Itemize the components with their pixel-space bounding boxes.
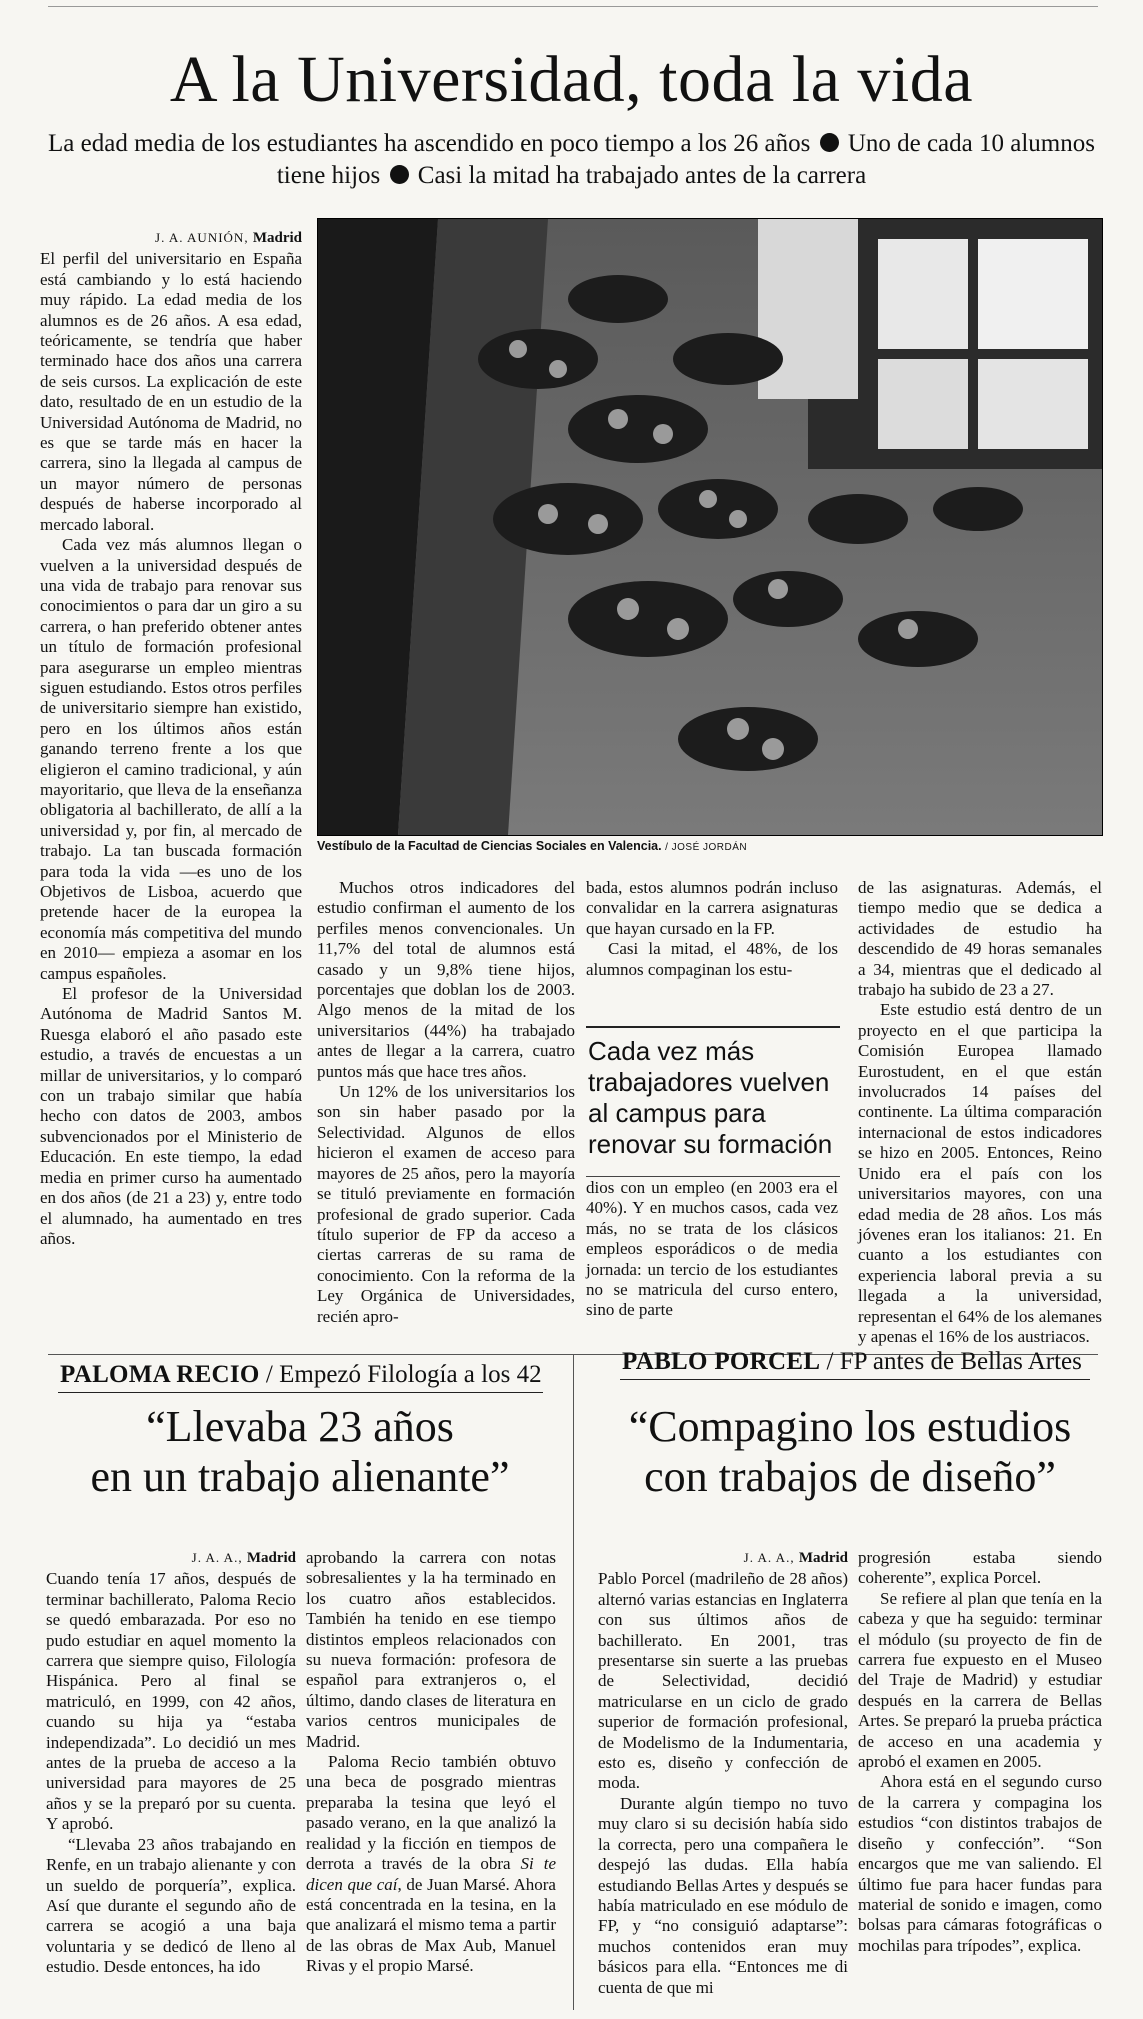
article-column-3-bottom [586,1178,838,1321]
photo-university-hall [317,218,1103,836]
byline-author: J. A. A., [743,1550,795,1565]
subhead-point-2: Uno de cada 10 alumnos tiene hijos [276,130,1095,189]
profile-name: PABLO PORCEL [622,1348,821,1375]
article-column-3-top [586,878,838,980]
profile-quote-right [590,1402,1110,1502]
subhead-point-1: La edad media de los estudiantes ha ascendido en poco tiempo a los 26 años [48,130,811,157]
profile-kicker-left [60,1360,542,1390]
article-column-2 [317,878,575,1327]
headline: A la Universidad, toda la vida [169,43,974,116]
paragraph: Casi la mitad, el 48%, de los alumnos compaginan los estu- [586,939,838,979]
paragraph: El perfil del universitario en España está cambiando y lo está haciendo muy rápido. La edad media de los alumnos es de 26 años. A esa edad, teóricamente, se tendría que haber terminado hace dos años una carrera de seis cursos. La explicación de este dato, resultado de en un estudio de la Universidad Autónoma de Madrid, no es que se tarde más en hacer la carrera, sino la llegada al campus de un mayor número de personas después de haberse incorporado al mercado laboral. [40,249,302,534]
paragraph: Durante algún tiempo no tuvo muy claro si su decisión había sido la correcta, pero una compañera le despejó las dudas. Ella había estudiando Bellas Artes y después se había matriculado en ese módulo de FP, y “no consiguió adaptarse”: muchos contenidos eran muy básicos para ella. “Entonces me di cuenta de que mi [598,1793,848,1997]
profile-name: PALOMA RECIO [60,1361,260,1388]
paragraph: Se refiere al plan que tenía en la cabeza y que ha seguido: terminar el módulo (su proyecto de fin de carrera fue expuesto en el Museo del Traje de Madrid) y estudiar después en la carrera de Bellas Artes. Se preparó la prueba práctica de acceso en una academia y aprobó el examen en 2005. [858,1588,1102,1772]
paragraph [306,1752,556,1976]
paragraph: Cuando tenía 17 años, después de terminar bachillerato, Paloma Recio se quedó embarazada. Por eso no pudo estudiar en aquel momento la carrera que siempre quiso, Filología Hispánica. Pero al final se matriculó, en 1999, con 42 años, cuando su hija ya “estaba independizada”. Lo decidió un mes antes de la prueba de acceso a la universidad para mayores de 25 años y se la preparó por su cuenta. Y aprobó. [46,1569,296,1834]
quote-line: con trabajos de diseño” [644,1452,1056,1501]
photo-credit: / JOSÉ JORDÁN [665,842,748,853]
caption-text: Vestíbulo de la Facultad de Ciencias Sociales en Valencia. [317,839,662,853]
paragraph: Muchos otros indicadores del estudio confirman el aumento de los perfiles menos convencionales. Un 11,7% del total de alumnos está casado y un 9,8% tiene hijos, porcentajes que doblan los de 2003. Algo menos de la mitad de los universitarios (44%) ha trabajado antes de llegar a la carrera, cuatro puntos más que hace tres años. [317,878,575,1081]
paragraph: Este estudio está dentro de un proyecto en el que participa la Comisión Europea llamado Eurostudent, en el que están involucrados 14 países del continente. La última comparación internacional de estos indicadores se hizo en 2005. Entonces, Reino Unido era el país con los universitarios mayores, con una edad media de 28 años. Los más jóvenes eran los italianos: 21. En cuanto a los estudiantes con experiencia laboral previa a su llegada a la universidad, representan el 64% de los alemanes y apenas el 16% de los austriacos. [858,1000,1102,1346]
profile-kicker-right [622,1347,1082,1377]
pull-quote: Cada vez más trabajadores vuelven al campus para renovar su formación [586,1026,840,1177]
book-title: Si te dicen que caí [306,1854,556,1894]
article-column-1 [40,228,302,1249]
paragraph: Ahora está en el segundo curso de la carrera y compagina los estudios “con distintos trabajos de diseño y confección”. “Son encargos que me van saliendo. El último fue para hacer fundas para material de sonido e imagen, como bolsas para cámaras fotográficas o mochilas para trípodes”, explica. [858,1772,1102,1955]
quote-line: “Compagino los estudios [628,1402,1072,1451]
paragraph: Pablo Porcel (madrileño de 28 años) alternó varias estancias en Inglaterra con sus últimos años de bachillerato. En 2001, tras presentarse sin suerte a las pruebas de Selectividad, decidió matricularse en un ciclo de grado superior de formación profesional, de Modelismo de la Indumentaria, esto es, diseño y confección de moda. [598,1569,848,1793]
photo-caption [317,838,1101,856]
text-run: Paloma Recio también obtuvo una beca de posgrado mientras preparaba la tesina que leyó el pasado verano, en la que analizó la realidad y la ficción en tiempos de derrota a través de la obra [306,1752,556,1874]
paragraph: de las asignaturas. Además, el tiempo medio que se dedica a actividades de estudio ha descendido de 49 horas semanales a 34, mientras que el dedicado al trabajo ha subido de 23 a 27. [858,878,1102,1000]
paragraph: El profesor de la Universidad Autónoma de Madrid Santos M. Ruesga elaboró el año pasado este estudio, a través de encuestas a un millar de universitarios, y lo comparó con un trabajo similar que había hecho con datos de 2003, ambos subvencionados por el Ministerio de Educación. En este tiempo, la edad media en primer curso ha aumentado en dos años (de 21 a 23) y, entre todo el alumnado, ha aumentado en tres años. [40,984,302,1248]
profile-tagline: / FP antes de Bellas Artes [826,1348,1082,1375]
profile-right-column-1 [598,1548,848,1998]
byline-author: J. A. A., [191,1550,243,1565]
quote-line: en un trabajo alienante” [90,1452,510,1501]
paragraph: Cada vez más alumnos llegan o vuelven a la universidad después de una vida de trabajo para renovar sus conocimientos o para dar un giro a su carrera, o han preferido obtener antes un título de formación profesional para asegurarse un empleo mientras siguen estudiando. Estos otros perfiles de universitario siempre han existido, pero en los últimos años están ganando terreno frente a los que eligieron el camino tradicional, y aún mayoritario, que lleva de la enseñanza obligatoria al bachillerato, de allí a la universidad y, por fin, al mercado de trabajo. La tan buscada formación para toda la vida —es uno de los Objetivos de Lisboa, acuerdo que pretende hacer de la europea la economía más competitiva del mundo en 2010— empieza a asomar en los campus españoles. [40,535,302,983]
bullet-icon [820,133,839,152]
byline-place: Madrid [798,1550,848,1566]
profile-left-column-1 [46,1548,296,1978]
paragraph: “Llevaba 23 años trabajando en Renfe, en un trabajo alienante y con un sueldo de porquería”, explica. Así que durante el segundo año de carrera se acogió a una baja voluntaria y se dedicó de lleno al estudio. Desde entonces, ha ido [46,1834,296,1977]
paragraph: Un 12% de los universitarios los son sin haber pasado por la Selectividad. Algunos de ellos hicieron el examen de acceso para mayores de 25 años, pero la mayoría se tituló previamente en formación profesional de grado superior. Cada título superior de FP da acceso a ciertas carreras de su rama de conocimiento. Con la reforma de la Ley Orgánica de Universidades, recién apro- [317,1082,575,1326]
profile-tagline: / Empezó Filología a los 42 [265,1361,542,1388]
subhead [40,128,1103,192]
kicker-underline [58,1392,543,1393]
paragraph: progresión estaba siendo coherente”, explica Porcel. [858,1548,1102,1588]
profile-left-column-2 [306,1548,556,1977]
paragraph: dios con un empleo (en 2003 era el 40%). Y en muchos casos, cada vez más, no se trata de los clásicos empleos esporádicos o de media jornada: un tercio de los estudiantes no se matricula del curso entero, sino de parte [586,1178,838,1320]
paragraph: aprobando la carrera con notas sobresalientes y la ha terminado en los cuatro años establecidos. También ha tenido en ese tiempo distintos empleos relacionados con su nueva formación: profesora de español para extranjeros o, el último, dando clases de literatura en varios centros municipales de Madrid. [306,1548,556,1751]
byline [598,1548,848,1568]
bullet-icon [390,165,409,184]
profile-quote-left [40,1402,560,1502]
byline-place: Madrid [252,230,302,246]
profile-right-column-2 [858,1548,1102,1956]
byline [46,1548,296,1568]
article-column-4 [858,878,1102,1347]
byline [40,228,302,248]
paragraph: bada, estos alumnos podrán incluso convalidar en la carrera asignaturas que hayan cursado en la FP. [586,878,838,938]
quote-line: “Llevaba 23 años [146,1402,454,1451]
photo-illustration [318,219,1102,835]
text-run: , de Juan Marsé. Ahora está concentrada en la tesina, en la que analizará el mismo tema a partir de las obras de Max Aub, Manuel Rivas y el propio Marsé. [306,1874,556,1976]
kicker-underline [620,1379,1090,1380]
column-divider [573,1355,574,2010]
top-rule [48,6,1098,7]
byline-place: Madrid [246,1550,296,1566]
byline-author: J. A. AUNIÓN, [155,230,249,245]
subhead-point-3: Casi la mitad ha trabajado antes de la carrera [417,162,867,189]
